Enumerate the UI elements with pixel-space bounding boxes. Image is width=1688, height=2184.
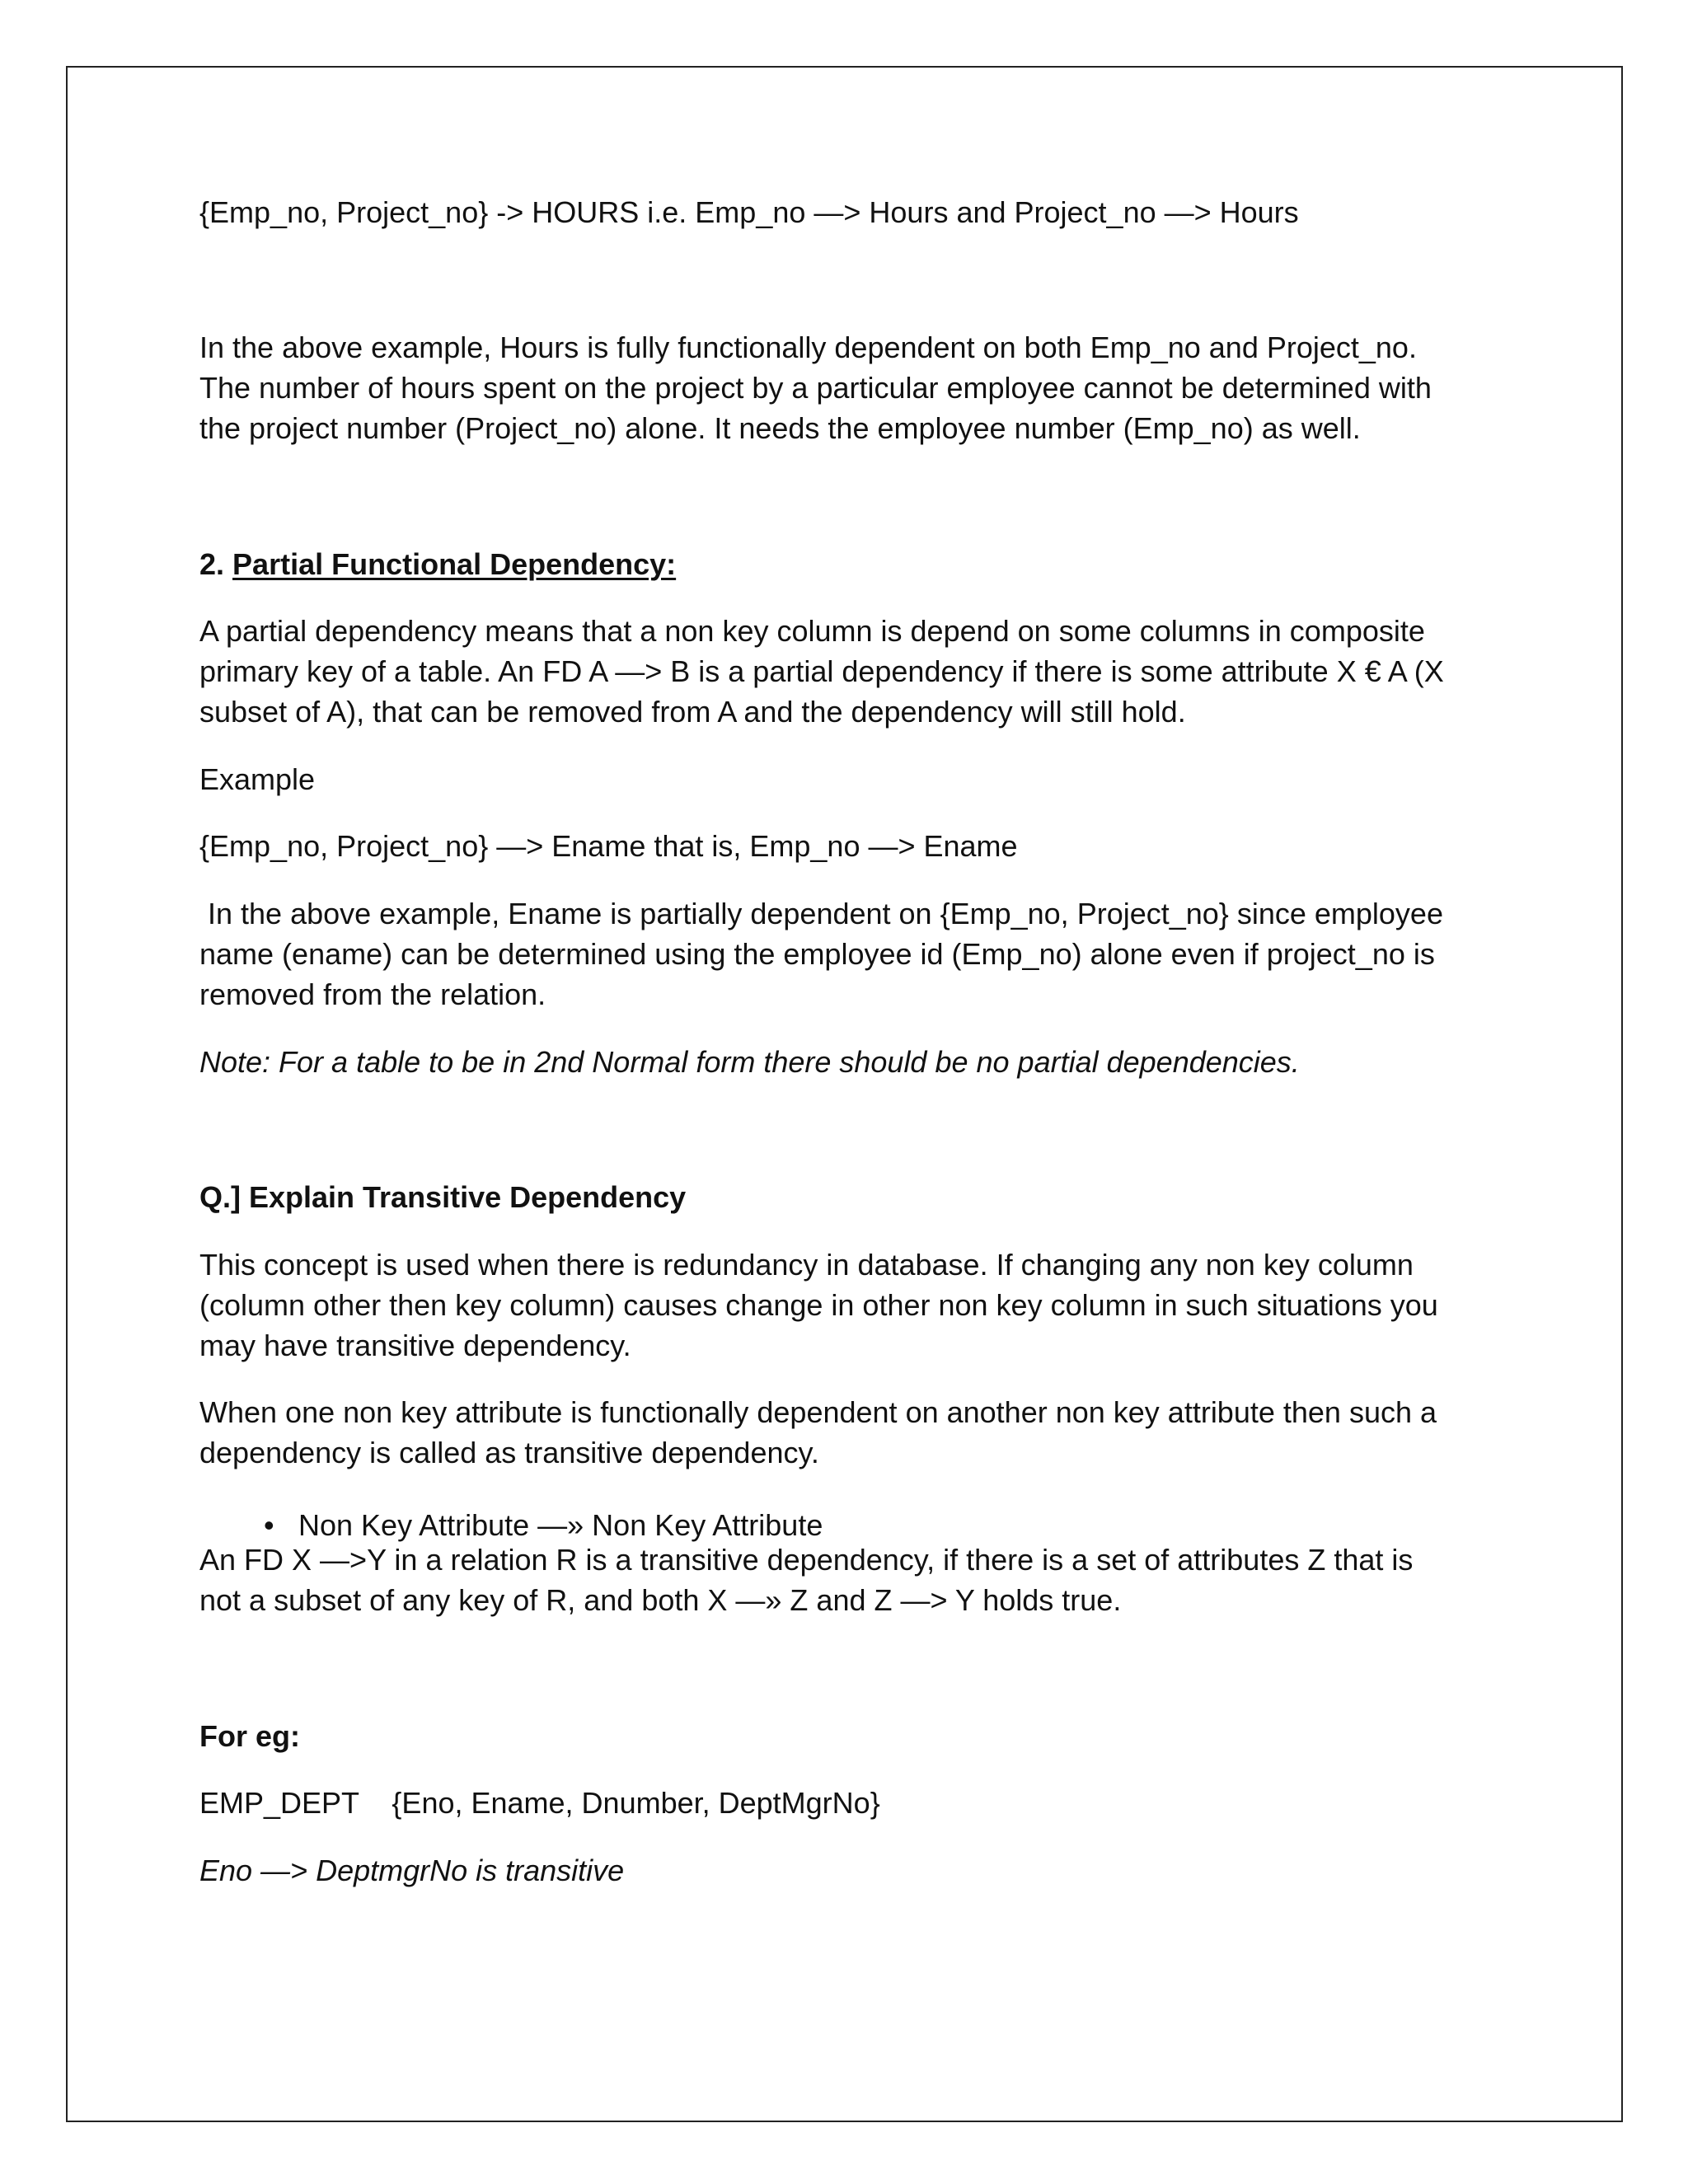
paragraph-line: The number of hours spent on the project by a particular employee cannot be determined with: [199, 371, 1432, 405]
paragraph-line: In the above example, Hours is fully functionally dependent on both Emp_no and Project_no.: [199, 330, 1417, 364]
example-fd-line: {Emp_no, Project_no} —> Ename that is, Emp_no —> Ename: [199, 829, 1018, 863]
section-number: 2.: [199, 547, 233, 581]
paragraph-line: the project number (Project_no) alone. It needs the employee number (Emp_no) as well.: [199, 411, 1361, 445]
transitive-example: Eno —> DeptmgrNo is transitive: [199, 1854, 625, 1887]
emp-dept-relation: EMP_DEPT {Eno, Ename, Dnumber, DeptMgrNo}: [199, 1786, 880, 1820]
section-title: Partial Functional Dependency:: [232, 547, 677, 581]
paragraph-line: (column other then key column) causes change in other non key column in such situations you: [199, 1288, 1438, 1322]
paragraph-line: may have transitive dependency.: [199, 1329, 631, 1362]
paragraph-line: A partial dependency means that a non key column is depend on some columns in composite: [199, 614, 1425, 648]
paragraph-line: removed from the relation.: [199, 977, 546, 1011]
paragraph-line: primary key of a table. An FD A —> B is a partial dependency if there is some attribute X € A (X: [199, 654, 1444, 688]
paragraph-line: subset of A), that can be removed from A and the dependency will still hold.: [199, 695, 1186, 729]
paragraph-line: dependency is called as transitive dependency.: [199, 1436, 819, 1469]
bullet-symbol: •: [264, 1508, 274, 1542]
paragraph-line: This concept is used when there is redundancy in database. If changing any non key column: [199, 1248, 1414, 1282]
example-label: Example: [199, 762, 316, 796]
fd-hours-line: {Emp_no, Project_no} -> HOURS i.e. Emp_no —> Hours and Project_no —> Hours: [199, 195, 1299, 229]
bullet-item: Non Key Attribute —» Non Key Attribute: [298, 1508, 823, 1542]
paragraph-line: name (ename) can be determined using the employee id (Emp_no) alone even if project_no is: [199, 937, 1435, 971]
question-heading-transitive: Q.] Explain Transitive Dependency: [199, 1180, 687, 1214]
paragraph-line: When one non key attribute is functionally dependent on another non key attribute then such a: [199, 1395, 1437, 1429]
for-eg-label: For eg:: [199, 1719, 300, 1753]
note-2nf: Note: For a table to be in 2nd Normal form there should be no partial dependencies.: [199, 1045, 1300, 1079]
paragraph-line: not a subset of any key of R, and both X —» Z and Z —> Y holds true.: [199, 1583, 1122, 1617]
paragraph-line: An FD X —>Y in a relation R is a transitive dependency, if there is a set of attributes Z that is: [199, 1543, 1414, 1577]
section-heading-partial-dependency: [199, 544, 1518, 584]
paragraph-line: In the above example, Ename is partially dependent on {Emp_no, Project_no} since employee: [199, 897, 1443, 930]
